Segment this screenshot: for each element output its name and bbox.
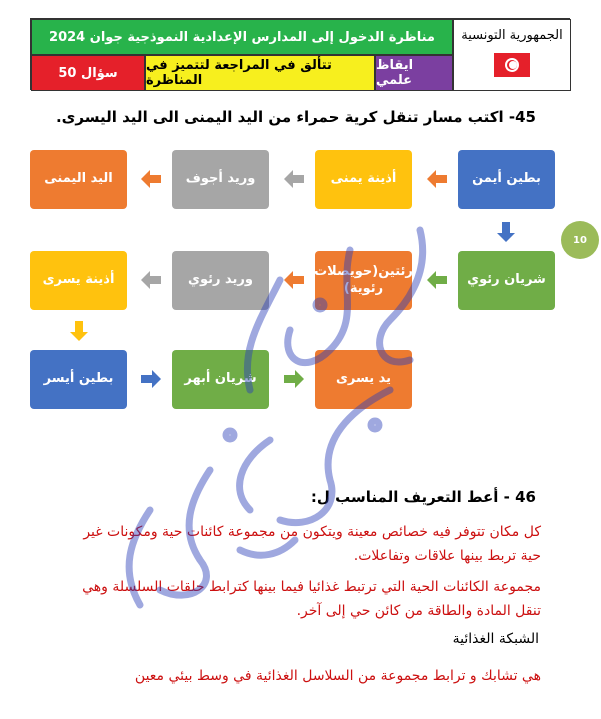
path-step-pulmonary-artery: شريان رئوي [458, 251, 555, 310]
arrow-left-icon [141, 271, 161, 289]
path-step-lungs: رئتين(حويصلات رئوية) [315, 251, 412, 310]
exam-title: مناظرة الدخول إلى المدارس الإعدادية النموذجية جوان 2024 [31, 19, 453, 55]
slogan: تتألق في المراجعة لتتميز في المناظرة [145, 55, 375, 91]
country-cell [453, 19, 571, 91]
header-table [30, 18, 570, 90]
path-step-left-ventricle: بطين أيسر [30, 350, 127, 409]
question-45: 45- اكتب مسار تنقل كرية حمراء من اليد اليمنى الى اليد اليسرى. [55, 108, 536, 126]
path-step-right-ventricle: بطين أيمن [458, 150, 555, 209]
tunisia-flag-icon [494, 53, 530, 77]
arrow-right-icon [284, 370, 304, 388]
path-step-vena-cava: وريد أجوف [172, 150, 269, 209]
arrow-left-icon [427, 170, 447, 188]
term-food-web: الشبكة الغذائية [452, 631, 539, 647]
arrow-left-icon [141, 170, 161, 188]
path-step-right-hand: اليد اليمنى [30, 150, 127, 209]
arrow-down-icon [70, 321, 88, 341]
path-step-left-hand: يد يسرى [315, 350, 412, 409]
arrow-left-icon [284, 271, 304, 289]
path-step-left-atrium: أذينة يسرى [30, 251, 127, 310]
path-step-aorta: شريان أبهر [172, 350, 269, 409]
page-number-badge: 10 [561, 221, 599, 259]
answer-definition-3: هي تشابك و ترابط مجموعة من السلاسل الغذائية في وسط بيئي معين [134, 668, 541, 684]
arrow-left-icon [284, 170, 304, 188]
question-46: 46 - أعط التعريف المناسب ل: [310, 488, 536, 506]
answer-definition-2: مجموعة الكائنات الحية التي ترتبط غذائيا فيما بينها كترابط حلقات السلسلة وهي تنقل المادة والطاقة من كائن حي إلى آخر. [82, 579, 541, 619]
path-step-pulmonary-vein: وريد رئوي [172, 251, 269, 310]
arrow-left-icon [427, 271, 447, 289]
arrow-right-icon [141, 370, 161, 388]
subject-label: ايقاظ علمي [375, 55, 453, 91]
answer-definition-1: كل مكان تتوفر فيه خصائص معينة ويتكون من مجموعة كائنات حية ومكونات غير حية تربط بينها علاقات وتفاعلات. [83, 524, 541, 564]
path-step-right-atrium: أذينة يمنى [315, 150, 412, 209]
question-count: 50 سؤال [31, 55, 145, 91]
arrow-down-icon [497, 222, 515, 242]
country-name: الجمهورية التونسية [461, 28, 563, 43]
